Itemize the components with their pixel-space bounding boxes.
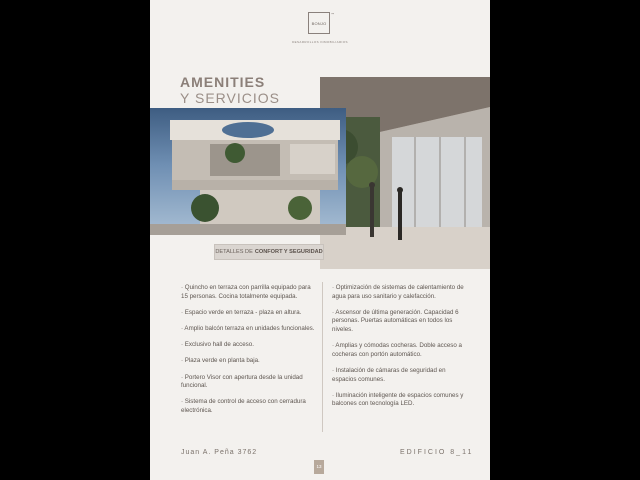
brochure-page (150, 0, 490, 480)
section-title: AMENITIES (180, 74, 266, 90)
amenities-list-left (181, 284, 316, 423)
terrace-render-image (150, 108, 346, 235)
amenities-list-right (332, 284, 467, 417)
footer-address: Juan A. Peña 3762 (181, 449, 258, 456)
brand-logo (308, 12, 330, 34)
footer-building: EDIFICIO 8_11 (400, 449, 474, 456)
section-subtitle: Y SERVICIOS (180, 90, 280, 106)
list-item: · Ascensor de última generación. Capacidad 6 personas. Puertas automáticas en todos los niveles. (332, 308, 459, 333)
list-item: · Sistema de control de acceso con cerradura electrónica. (181, 398, 306, 414)
list-item: · Iluminación inteligente de espacios comunes y balcones con tecnología LED. (332, 391, 464, 408)
details-banner (214, 244, 324, 260)
list-item: · Quincho en terraza con parrilla equipado para 15 personas. Cocina totalmente equipada. (181, 284, 311, 300)
list-item: · Amplio balcón terraza en unidades funcionales. (181, 324, 315, 332)
details-banner-emphasis: CONFORT Y SEGURIDAD (254, 249, 323, 255)
list-item: · Instalación de cámaras de seguridad en espacios comunes. (332, 366, 446, 383)
brand-logo-text: BONJO (311, 20, 327, 26)
list-item: · Espacio verde en terraza - plaza en altura. (181, 308, 302, 316)
brand-logo-mark: ™ (331, 12, 334, 16)
list-item: · Optimización de sistemas de calentamiento de agua para uso sanitario y calefacción. (332, 284, 464, 300)
terrace-render-illustration (150, 108, 346, 235)
list-item: · Portero Visor con apertura desde la unidad funcional. (181, 373, 303, 390)
details-banner-prefix: DETALLES DE (215, 249, 253, 255)
list-item: · Exclusivo hall de acceso. (181, 341, 254, 349)
page-number: 13 (314, 460, 324, 474)
list-item: · Plaza verde en planta baja. (181, 357, 260, 365)
column-divider (322, 282, 323, 432)
brand-tagline: DESARROLLOS INMOBILIARIOS (292, 40, 348, 44)
list-item: · Amplias y cómodas cocheras. Doble acceso a cocheras con portón automático. (332, 342, 462, 358)
